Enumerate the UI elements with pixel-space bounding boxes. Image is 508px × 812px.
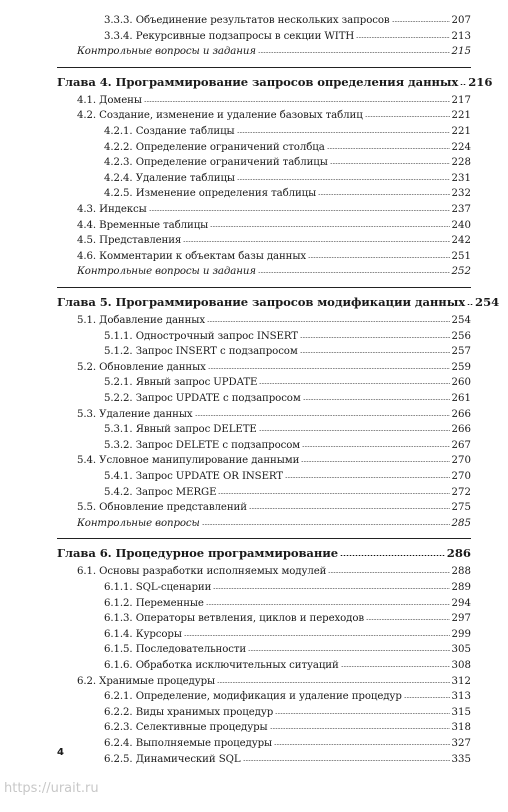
toc-entry-title: 4.2.3. Определение ограничений таблицы [104, 157, 328, 169]
dot-leader [202, 524, 450, 525]
toc-entry-sub [104, 485, 471, 501]
toc-entry-title: 6.1.4. Курсоры [104, 628, 182, 640]
toc-entry-page: 221 [451, 110, 471, 122]
dot-leader [300, 337, 450, 338]
dot-leader [327, 148, 450, 149]
toc-entry-page: 299 [451, 628, 471, 640]
toc-entry-title: 6.1.6. Обработка исключительных ситуаций [104, 660, 339, 671]
toc-entry-chapter [57, 74, 493, 90]
toc-entry-page: 294 [451, 597, 471, 609]
toc-entry-page: 272 [451, 486, 471, 498]
toc-entry-page: 270 [451, 455, 471, 467]
toc-entry-sub [104, 29, 471, 45]
toc-entry-title: 4.3. Индексы [77, 204, 147, 215]
toc-entry-page: 260 [451, 377, 471, 389]
toc-entry-section [77, 249, 471, 265]
toc-entry-page: 251 [451, 250, 471, 262]
toc-entry-title: 5.2.2. Запрос UPDATE с подзапросом [104, 393, 301, 404]
dot-leader [213, 588, 449, 589]
toc-entry-title: 3.3.3. Объединение результатов нескольких запросов [104, 15, 390, 26]
toc-entry-page: 318 [451, 722, 471, 734]
toc-entry-title: 4.2.1. Создание таблицы [104, 126, 235, 137]
dot-leader [467, 304, 473, 305]
toc-entry-page: 267 [451, 439, 471, 451]
toc-entry-title: Контрольные вопросы [77, 517, 200, 529]
dot-leader [184, 635, 450, 636]
watermark: https://urait.ru [4, 781, 99, 796]
toc-entry-section [77, 500, 471, 516]
dot-leader [237, 132, 450, 133]
toc-entry-title: 5.3. Удаление данных [77, 408, 193, 420]
toc-entry-title: 6.2.3. Селективные процедуры [104, 722, 268, 734]
dot-leader [365, 116, 450, 117]
toc-entry-page: 315 [451, 706, 471, 718]
toc-entry-sub [104, 596, 471, 612]
toc-entry-section [77, 218, 471, 234]
toc-entry-title: 4.4. Временные таблицы [77, 219, 209, 231]
dot-leader [195, 415, 450, 416]
toc-entry-title: 6.1. Основы разработки исполняемых модулей [77, 566, 327, 578]
toc-entry-page: 213 [451, 30, 471, 42]
dot-leader [218, 493, 449, 494]
toc-entry-chapter [57, 294, 500, 310]
dot-leader [243, 760, 450, 761]
toc-entry-title: Глава 5. Программирование запросов модификации данных [57, 295, 466, 309]
toc-entry-page: 224 [451, 141, 471, 153]
toc-entry-title: 6.1.5. Последовательности [104, 644, 247, 656]
dot-leader [328, 572, 449, 573]
dot-leader [356, 37, 449, 38]
chapter-divider [57, 67, 471, 68]
dot-leader [318, 194, 449, 195]
toc-entry-title: 4.2.5. Изменение определения таблицы [104, 188, 317, 200]
toc-entry-title: 5.3.1. Явный запрос DELETE [104, 424, 257, 436]
toc-entry-title: Глава 6. Процедурное программирование [57, 546, 339, 561]
toc-entry-section [77, 360, 471, 376]
toc-entry-page: 285 [451, 517, 471, 529]
dot-leader [249, 508, 450, 509]
toc-entry-page: 207 [451, 15, 471, 26]
dot-leader [303, 399, 450, 400]
dot-leader [259, 430, 450, 431]
dot-leader [259, 383, 449, 384]
toc-entry-page: 308 [451, 660, 471, 671]
toc-entry-section [77, 202, 471, 218]
toc-entry-title: 5.2. Обновление данных [77, 361, 206, 373]
toc-entry-sub [104, 375, 471, 391]
toc-entry-title: Глава 4. Программирование запросов определения данных [57, 74, 459, 89]
toc-entry-sub [104, 689, 471, 705]
toc-entry-title: 4.1. Домены [77, 94, 142, 106]
toc-entry-section [77, 564, 471, 580]
toc-entry-page: 254 [451, 315, 471, 326]
toc-entry-page: 288 [451, 566, 471, 578]
toc-entry-section [77, 233, 471, 249]
dot-leader [301, 461, 449, 462]
toc-entry-sub [104, 124, 471, 140]
toc-entry-sub [104, 155, 471, 171]
toc-entry-page: 286 [446, 546, 471, 561]
toc-entry-chapter [57, 545, 471, 561]
dot-leader [183, 241, 449, 242]
toc-entry-section [77, 674, 471, 690]
toc-entry-title: 5.4. Условное манипулирование данными [77, 455, 300, 467]
toc-entry-sub [104, 391, 471, 407]
toc-entry-page: 275 [451, 502, 471, 514]
toc-entry-title: 3.3.4. Рекурсивные подзапросы в секции WITH [104, 30, 355, 42]
toc-entry-page: 259 [451, 361, 471, 373]
toc-entry-page: 266 [451, 424, 471, 436]
dot-leader [300, 352, 450, 353]
dot-leader [308, 257, 450, 258]
dot-leader [217, 682, 450, 683]
chapter-divider [57, 538, 471, 539]
toc-entry-sub [104, 422, 471, 438]
toc-entry-page: 242 [451, 235, 471, 247]
toc-entry-sub [104, 720, 471, 736]
dot-leader [237, 179, 450, 180]
toc-entry-title: 4.2.2. Определение ограничений столбца [104, 141, 325, 153]
toc-entry-title: 6.2.5. Динамический SQL [104, 753, 241, 765]
toc-entry-control [77, 264, 471, 280]
dot-leader [270, 728, 450, 729]
dot-leader [258, 272, 450, 273]
toc-entry-page: 313 [451, 691, 471, 703]
toc-entry-title: 5.1.2. Запрос INSERT с подзапросом [104, 346, 298, 358]
toc-entry-sub [104, 438, 471, 454]
dot-leader [341, 666, 450, 667]
toc-entry-page: 327 [451, 738, 471, 749]
dot-leader [302, 446, 449, 447]
toc-entry-section [77, 93, 471, 109]
toc-entry-title: Контрольные вопросы и задания [77, 266, 256, 278]
toc-entry-title: 6.2.1. Определение, модификация и удаление процедур [104, 691, 402, 703]
toc-entry-sub [104, 171, 471, 187]
toc-entry-sub [104, 705, 471, 721]
toc-entry-title: 5.1. Добавление данных [77, 315, 205, 326]
toc-entry-sub [104, 627, 471, 643]
toc-entry-title: 4.2.4. Удаление таблицы [104, 172, 235, 184]
toc-entry-page: 266 [451, 408, 471, 420]
toc-entry-title: 5.2.1. Явный запрос UPDATE [104, 377, 258, 389]
toc-entry-page: 257 [451, 346, 471, 358]
toc-entry-title: 6.2.2. Виды хранимых процедур [104, 706, 274, 718]
toc-entry-sub [104, 736, 471, 752]
toc-entry-page: 228 [451, 157, 471, 169]
dot-leader [330, 163, 450, 164]
toc-entry-title: 5.4.2. Запрос MERGE [104, 486, 217, 498]
toc-entry-sub [104, 611, 471, 627]
dot-leader [392, 21, 450, 22]
toc-entry-title: 6.1.2. Переменные [104, 597, 204, 609]
toc-entry-control [77, 44, 471, 60]
toc-entry-sub [104, 329, 471, 345]
toc-entry-title: 6.1.3. Операторы ветвления, циклов и переходов [104, 613, 365, 625]
toc-entry-section [77, 453, 471, 469]
toc-entry-section [77, 407, 471, 423]
toc-entry-page: 215 [451, 46, 471, 58]
toc-entry-page: 289 [451, 582, 471, 593]
toc-entry-page: 305 [451, 644, 471, 656]
dot-leader [366, 619, 450, 620]
toc-entry-page: 221 [451, 126, 471, 137]
toc-entry-page: 261 [451, 393, 471, 404]
toc-entry-page: 254 [475, 295, 500, 309]
toc-entry-page: 216 [468, 74, 493, 89]
toc-entry-title: 5.5. Обновление представлений [77, 502, 247, 514]
dot-leader [207, 321, 450, 322]
toc-entry-title: 6.2. Хранимые процедуры [77, 675, 216, 687]
dot-leader [144, 101, 450, 102]
toc-entry-page: 231 [451, 172, 471, 184]
toc-entry-title: 5.3.2. Запрос DELETE с подзапросом [104, 439, 301, 451]
toc-entry-title: Контрольные вопросы и задания [77, 46, 256, 58]
toc-entry-page: 312 [451, 675, 471, 687]
toc-entry-control [77, 516, 471, 532]
dot-leader [460, 84, 466, 85]
toc-entry-title: 4.2. Создание, изменение и удаление базовых таблиц [77, 110, 363, 122]
toc-entry-page: 297 [451, 613, 471, 625]
toc-entry-sub [104, 344, 471, 360]
dot-leader [248, 650, 449, 651]
toc-entry-sub [104, 642, 471, 658]
dot-leader [285, 477, 450, 478]
dot-leader [208, 368, 450, 369]
toc-entry-page: 335 [451, 753, 471, 765]
dot-leader [274, 744, 449, 745]
toc-entry-title: 6.2.4. Выполняемые процедуры [104, 738, 273, 749]
toc-entry-sub [104, 580, 471, 596]
dot-leader [275, 713, 449, 714]
toc-entry-page: 217 [451, 94, 471, 106]
dot-leader [258, 52, 450, 53]
toc-entry-page: 270 [451, 471, 471, 482]
toc-entry-sub [104, 13, 471, 29]
toc-entry-title: 5.1.1. Однострочный запрос INSERT [104, 330, 298, 342]
page-number: 4 [57, 747, 64, 758]
dot-leader [210, 226, 449, 227]
toc-entry-sub [104, 752, 471, 768]
toc-entry-page: 237 [451, 204, 471, 215]
toc-entry-sub [104, 469, 471, 485]
toc-entry-sub [104, 186, 471, 202]
dot-leader [340, 555, 445, 556]
toc-entry-sub [104, 658, 471, 674]
toc-entry-section [77, 108, 471, 124]
toc-entry-title: 5.4.1. Запрос UPDATE OR INSERT [104, 471, 283, 482]
chapter-divider [57, 287, 471, 288]
dot-leader [206, 604, 450, 605]
dot-leader [404, 697, 450, 698]
dot-leader [149, 210, 450, 211]
toc-entry-page: 252 [451, 266, 471, 278]
toc-entry-sub [104, 140, 471, 156]
toc-entry-page: 232 [451, 188, 471, 200]
toc-entry-title: 4.6. Комментарии к объектам базы данных [77, 250, 307, 262]
toc-entry-title: 6.1.1. SQL-сценарии [104, 582, 212, 593]
toc-entry-page: 240 [451, 219, 471, 231]
toc-entry-title: 4.5. Представления [77, 235, 182, 247]
toc-entry-section [77, 313, 471, 329]
toc-entry-page: 256 [451, 330, 471, 342]
